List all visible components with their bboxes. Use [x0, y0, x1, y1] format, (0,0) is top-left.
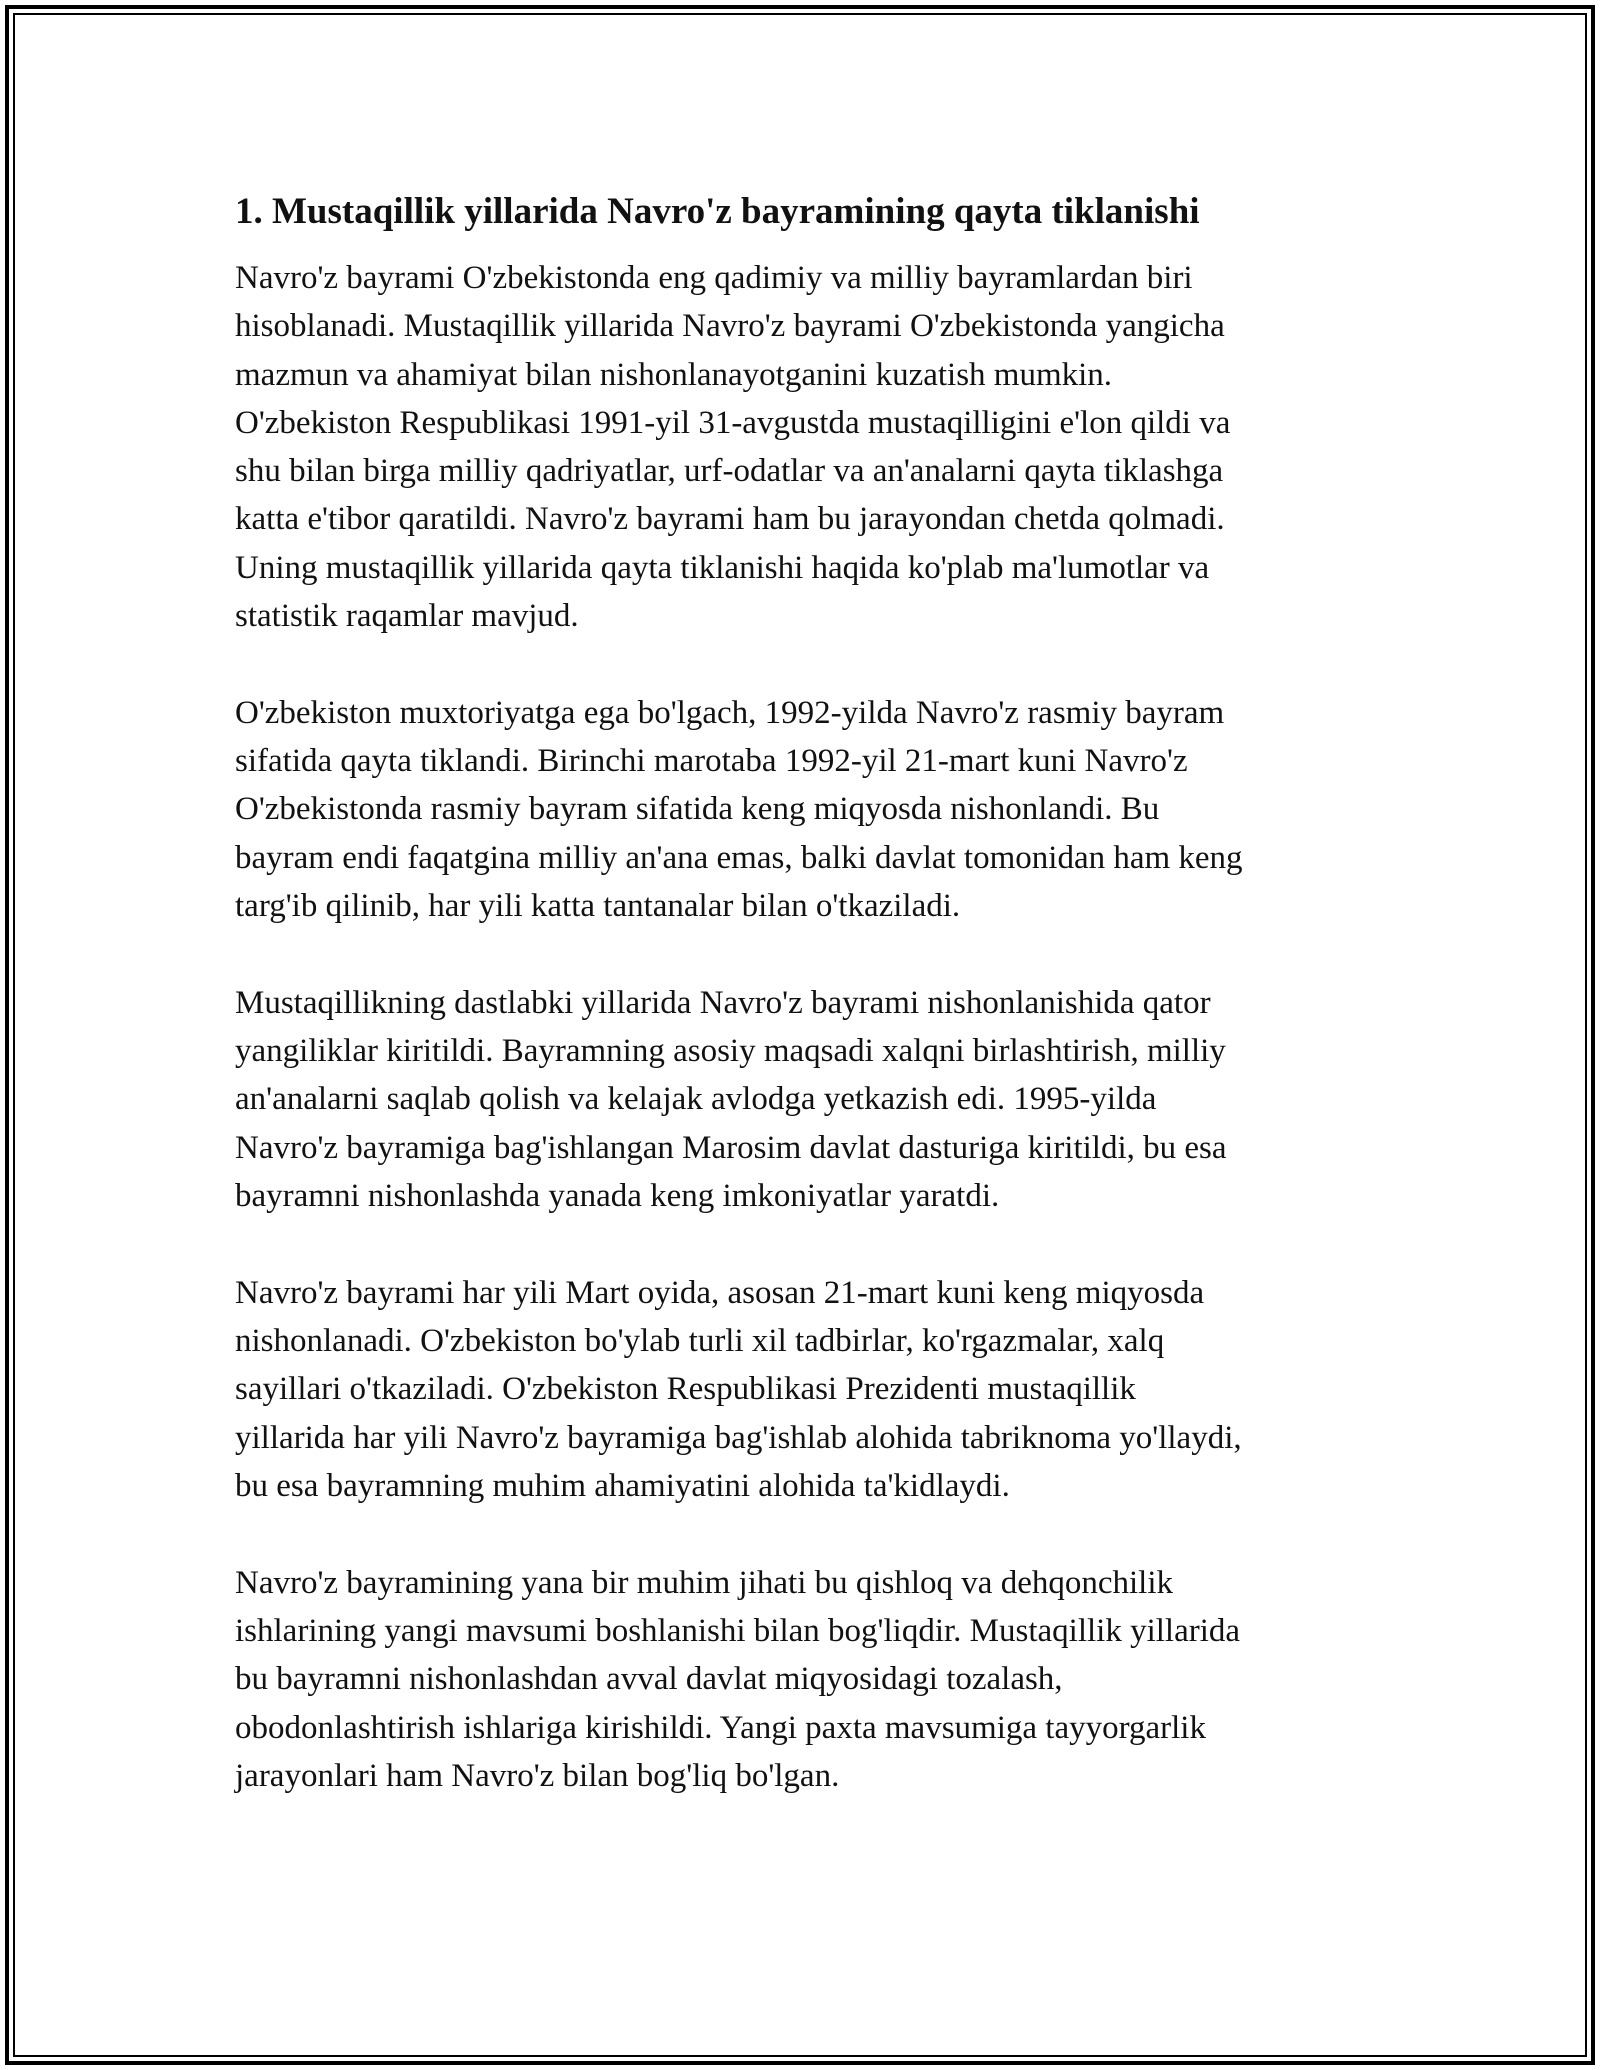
document-body [235, 188, 1365, 1849]
paragraph-4: Navro'z bayrami har yili Mart oyida, asosan 21-mart kuni keng miqyosda nishonlanadi. O'zbekiston bo'ylab turli xil tadbirlar, ko'rgazmalar, xalq sayillari o'tkaziladi. O'zbekiston Respublikasi Prezidenti mustaqillik yillarida har yili Navro'z bayramiga bag'ishlab alohida tabriknoma yo'llaydi, bu esa bayramning muhim ahamiyatini alohida ta'kidlaydi. [235, 1274, 1242, 1505]
paragraph-1: Navro'z bayrami O'zbekistonda eng qadimiy va milliy bayramlardan biri hisoblanadi. Mustaqillik yillarida Navro'z bayrami O'zbekistonda yangicha mazmun va ahamiyat bilan nishonlanayotganini kuzatish mumkin. O'zbekiston Respublikasi 1991-yil 31-avgustda mustaqilligini e'lon qildi va shu bilan birga milliy qadriyatlar, urf-odatlar va an'analarni qayta tiklashga katta e'tibor qaratildi. Navro'z bayrami ham bu jarayondan chetda qolmadi. Uning mustaqillik yillarida qayta tiklanishi haqida ko'plab ma'lumotlar va statistik raqamlar mavjud. [235, 260, 1231, 635]
paragraph-3: Mustaqillikning dastlabki yillarida Navro'z bayrami nishonlanishida qator yangiliklar kiritildi. Bayramning asosiy maqsadi xalqni birlashtirish, milliy an'analarni saqlab qolish va kelajak avlodga yetkazish edi. 1995-yilda Navro'z bayramiga bag'ishlangan Marosim davlat dasturiga kiritildi, bu esa bayramni nishonlashda yanada keng imkoniyatlar yaratdi. [235, 984, 1227, 1215]
paragraph-5: Navro'z bayramining yana bir muhim jihati bu qishloq va dehqonchilik ishlarining yangi mavsumi boshlanishi bilan bog'liqdir. Mustaqillik yillarida bu bayramni nishonlashdan avval davlat miqyosidagi tozalash, obodonlashtirish ishlariga kirishildi. Yangi paxta mavsumiga tayyorgarlik jarayonlari ham Navro'z bilan bog'liq bo'lgan. [235, 1564, 1241, 1795]
paragraph-2: O'zbekiston muxtoriyatga ega bo'lgach, 1992-yilda Navro'z rasmiy bayram sifatida qayta tiklandi. Birinchi marotaba 1992-yil 21-mart kuni Navro'z O'zbekistonda rasmiy bayram sifatida keng miqyosda nishonlandi. Bu bayram endi faqatgina milliy an'ana emas, balki davlat tomonidan ham keng targ'ib qilinib, har yili katta tantanalar bilan o'tkaziladi. [235, 694, 1243, 925]
section-title: 1. Mustaqillik yillarida Navro'z bayramining qayta tiklanishi [235, 191, 1200, 232]
